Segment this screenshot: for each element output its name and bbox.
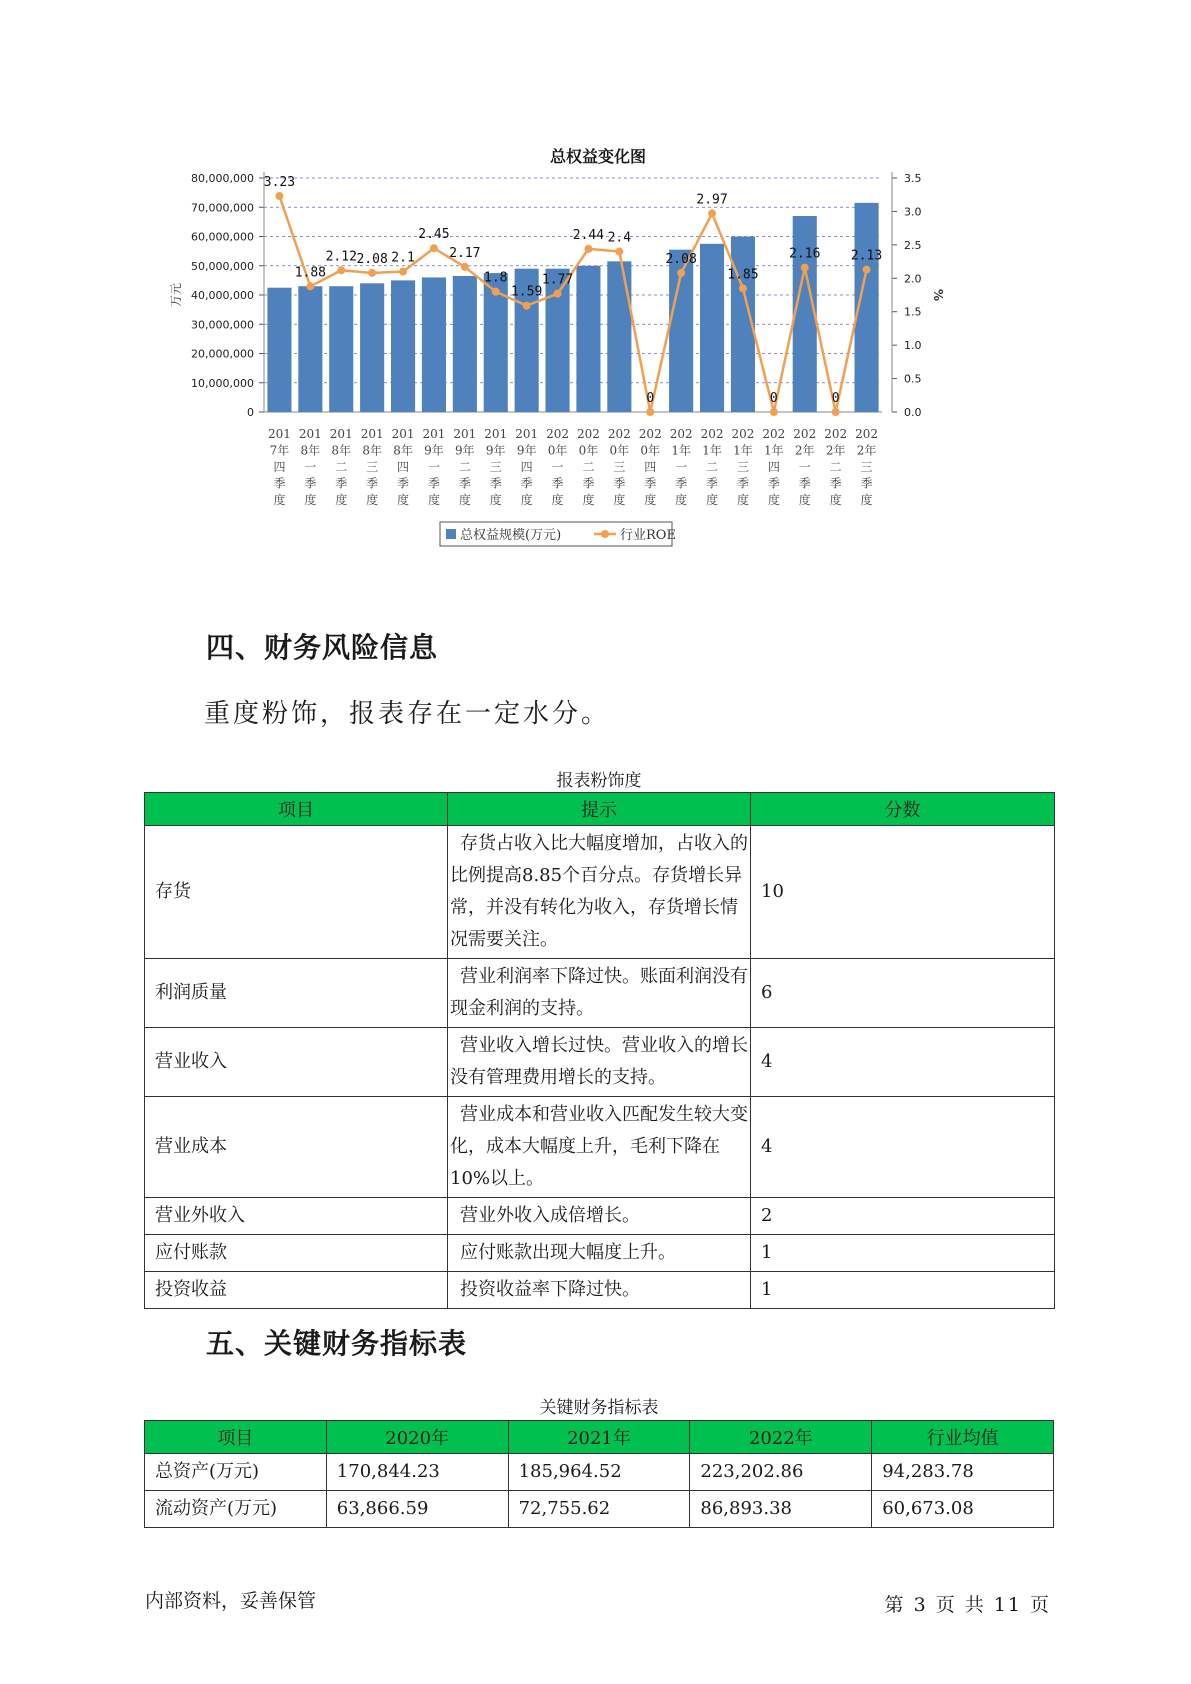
legend-swatch-dot: [601, 530, 609, 538]
roe-point: [554, 290, 562, 298]
y2-tick-label: 1.0: [904, 339, 922, 353]
metrics-header-cell: 2020年: [326, 1421, 508, 1454]
x-tick-label: 0年: [547, 443, 568, 458]
metrics-header-cell: 项目: [145, 1421, 327, 1454]
footer-page-number: 第 3 页 共 11 页: [884, 1594, 1051, 1616]
x-tick-label: 四: [520, 460, 533, 474]
x-tick-label: 季: [335, 476, 348, 491]
x-tick-label: 二: [335, 460, 348, 474]
roe-point: [708, 209, 716, 217]
x-tick-label: 9年: [485, 443, 506, 458]
x-tick-label: 度: [706, 493, 719, 507]
risk-table: [144, 792, 1055, 1309]
risk-hint-cell: 存货占收入比大幅度增加，占收入的比例提高8.85个百分点。存货增长异常，并没有转化为收入，存货增长情况需要关注。: [448, 826, 751, 959]
x-tick-label: 度: [458, 493, 471, 507]
roe-point: [770, 408, 778, 416]
metrics-value-cell: 72,755.62: [508, 1491, 690, 1528]
x-tick-label: 202: [855, 427, 879, 441]
roe-data-label: 1.88: [294, 265, 327, 281]
metrics-value-cell: 185,964.52: [508, 1454, 690, 1491]
metrics-table: [144, 1420, 1054, 1528]
equity-bar: [453, 276, 477, 412]
x-tick-label: 季: [458, 476, 471, 491]
x-tick-label: 度: [427, 493, 440, 507]
roe-point: [832, 408, 840, 416]
x-tick-label: 季: [366, 476, 379, 491]
x-tick-label: 8年: [300, 443, 321, 458]
y2-tick-label: 1.5: [904, 305, 922, 319]
metrics-value-cell: 86,893.38: [690, 1491, 872, 1528]
risk-item-cell: 投资收益: [145, 1272, 448, 1309]
x-tick-label: 季: [675, 476, 688, 491]
x-tick-label: 8年: [393, 443, 413, 458]
x-tick-label: 度: [304, 493, 317, 507]
x-tick-label: 度: [520, 493, 533, 507]
roe-point: [584, 245, 592, 253]
x-tick-label: 202: [607, 427, 631, 441]
x-tick-label: 度: [675, 493, 688, 507]
y-tick-label: 50,000,000: [191, 259, 254, 273]
roe-point: [275, 192, 283, 200]
risk-table-row: [145, 1198, 1055, 1235]
roe-point: [615, 248, 623, 256]
roe-point: [523, 302, 531, 310]
risk-item-cell: 利润质量: [145, 959, 448, 1028]
risk-heading: 四、财务风险信息: [206, 631, 439, 664]
chart-title: 总权益变化图: [549, 147, 646, 166]
metrics-header-cell: 2021年: [508, 1421, 690, 1454]
equity-bar: [607, 261, 631, 412]
x-tick-label: 季: [520, 476, 533, 491]
x-tick-label: 201: [267, 427, 291, 441]
equity-bar: [391, 280, 415, 412]
x-tick-label: 201: [422, 427, 446, 441]
roe-data-label: 0: [769, 391, 778, 406]
equity-bar: [298, 286, 322, 412]
equity-bar: [360, 283, 384, 412]
x-tick-label: 二: [582, 460, 595, 474]
risk-table-row: [145, 959, 1055, 1028]
x-tick-label: 季: [829, 476, 842, 491]
x-tick-label: 三: [489, 460, 502, 474]
metrics-header-cell: 2022年: [690, 1421, 872, 1454]
x-tick-label: 0年: [609, 443, 630, 458]
roe-point: [306, 282, 314, 290]
chart-svg: [168, 140, 1028, 600]
legend-label-bar: 总权益规模(万元): [460, 528, 562, 543]
y-tick-label: 70,000,000: [191, 201, 254, 215]
x-tick-label: 度: [860, 493, 873, 507]
x-tick-label: 度: [582, 493, 595, 507]
metrics-value-cell: 94,283.78: [872, 1454, 1054, 1491]
roe-data-label: 0: [646, 391, 655, 406]
x-tick-label: 季: [706, 476, 719, 491]
x-tick-label: 一: [427, 460, 440, 474]
x-tick-label: 202: [546, 427, 570, 441]
x-tick-label: 四: [644, 460, 657, 474]
x-tick-label: 202: [824, 427, 848, 441]
roe-data-label: 1.77: [541, 272, 574, 288]
x-tick-label: 度: [829, 493, 842, 507]
risk-table-row: [145, 1097, 1055, 1198]
risk-score-cell: 10: [751, 826, 1055, 959]
metrics-table-row: [145, 1454, 1054, 1491]
x-tick-label: 201: [484, 427, 508, 441]
risk-item-cell: 营业收入: [145, 1028, 448, 1097]
risk-item-cell: 存货: [145, 826, 448, 959]
x-tick-label: 度: [551, 493, 564, 507]
metrics-value-cell: 223,202.86: [690, 1454, 872, 1491]
risk-hint-cell: 应付账款出现大幅度上升。: [448, 1235, 751, 1272]
x-tick-label: 三: [736, 460, 749, 474]
roe-data-label: 2.12: [325, 249, 357, 265]
x-tick-label: 季: [304, 476, 317, 491]
x-tick-label: 二: [458, 460, 471, 474]
x-tick-label: 度: [644, 493, 657, 507]
x-tick-label: 四: [767, 460, 780, 474]
equity-bar: [267, 288, 291, 412]
y-tick-label: 20,000,000: [191, 347, 254, 361]
x-tick-label: 度: [798, 493, 811, 507]
x-tick-label: 四: [397, 460, 410, 474]
y-tick-label: 0: [247, 406, 254, 419]
risk-summary: 重度粉饰，报表存在一定水分。: [204, 699, 611, 729]
x-tick-label: 9年: [455, 443, 475, 458]
risk-score-cell: 1: [751, 1272, 1055, 1309]
x-tick-label: 季: [489, 476, 502, 491]
y-tick-label: 40,000,000: [191, 289, 254, 302]
equity-bar: [700, 244, 724, 412]
equity-chart: [168, 140, 1028, 600]
x-tick-label: 201: [298, 427, 322, 441]
x-tick-label: 季: [582, 476, 595, 491]
y2-tick-label: 2.5: [904, 238, 922, 252]
metrics-value-cell: 60,673.08: [872, 1491, 1054, 1528]
x-tick-label: 1年: [671, 443, 691, 458]
x-tick-label: 8年: [331, 443, 352, 458]
roe-data-label: 2.17: [449, 245, 481, 261]
risk-score-cell: 4: [751, 1097, 1055, 1198]
x-tick-label: 9年: [424, 443, 444, 458]
equity-bar: [422, 277, 446, 412]
roe-point: [337, 266, 345, 274]
risk-score-cell: 2: [751, 1198, 1055, 1235]
x-tick-label: 三: [860, 460, 873, 474]
equity-bar: [329, 286, 353, 412]
roe-data-label: 1.85: [727, 267, 759, 283]
x-tick-label: 1年: [702, 443, 722, 458]
equity-bar: [793, 216, 817, 412]
x-tick-label: 一: [551, 460, 564, 474]
x-tick-label: 2年: [825, 443, 846, 458]
legend-swatch-bar: [446, 529, 456, 539]
x-tick-label: 度: [767, 493, 780, 507]
y2-tick-label: 2.0: [904, 272, 922, 286]
x-tick-label: 一: [304, 460, 317, 474]
y-tick-label: 10,000,000: [191, 376, 254, 390]
risk-item-cell: 营业外收入: [145, 1198, 448, 1235]
x-tick-label: 一: [675, 460, 688, 474]
roe-data-label: 2.4: [607, 230, 632, 246]
risk-table-row: [145, 1272, 1055, 1309]
y-tick-label: 80,000,000: [191, 172, 254, 185]
y2-tick-label: 0.0: [904, 406, 922, 419]
x-tick-label: 0年: [640, 443, 661, 458]
x-tick-label: 季: [613, 476, 626, 491]
footer-confidential: 内部资料，妥善保管: [145, 1590, 317, 1612]
x-tick-label: 201: [391, 427, 415, 441]
x-tick-label: 季: [644, 476, 657, 491]
header-hint: 提示: [448, 793, 751, 826]
risk-hint-cell: 营业成本和营业收入匹配发生较大变化，成本大幅度上升，毛利下降在10%以上。: [448, 1097, 751, 1198]
x-tick-label: 度: [366, 493, 379, 507]
legend-label-line: 行业ROE: [620, 528, 676, 543]
x-tick-label: 9年: [516, 443, 537, 458]
metrics-table-header: [145, 1421, 1054, 1454]
roe-point: [646, 408, 654, 416]
x-tick-label: 202: [793, 427, 817, 441]
header-item: 项目: [145, 793, 448, 826]
roe-data-label: 2.44: [572, 227, 605, 243]
x-tick-label: 季: [273, 476, 286, 491]
x-tick-label: 季: [736, 476, 749, 491]
risk-score-cell: 6: [751, 959, 1055, 1028]
x-tick-label: 度: [273, 493, 286, 507]
x-tick-label: 二: [829, 460, 842, 474]
x-tick-label: 度: [613, 493, 626, 507]
x-tick-label: 202: [576, 427, 600, 441]
roe-point: [399, 268, 407, 276]
x-tick-label: 季: [397, 476, 410, 491]
x-tick-label: 季: [551, 476, 564, 491]
x-tick-label: 季: [767, 476, 780, 491]
x-tick-label: 度: [335, 493, 348, 507]
x-tick-label: 季: [798, 476, 811, 491]
x-tick-label: 三: [613, 460, 626, 474]
risk-table-header: [145, 793, 1055, 826]
x-tick-label: 一: [798, 460, 811, 474]
x-tick-label: 202: [700, 427, 724, 441]
metrics-table-row: [145, 1491, 1054, 1528]
roe-data-label: 3.23: [263, 175, 296, 191]
metrics-item-cell: 总资产(万元): [145, 1454, 327, 1491]
roe-data-label: 2.08: [356, 251, 388, 267]
roe-point: [430, 244, 438, 252]
risk-score-cell: 4: [751, 1028, 1055, 1097]
roe-data-label: 2.16: [789, 246, 821, 262]
metrics-header-cell: 行业均值: [872, 1421, 1054, 1454]
metrics-value-cell: 63,866.59: [326, 1491, 508, 1528]
risk-item-cell: 营业成本: [145, 1097, 448, 1198]
roe-data-label: 1.8: [484, 270, 508, 286]
metrics-item-cell: 流动资产(万元): [145, 1491, 327, 1528]
x-tick-label: 202: [731, 427, 755, 441]
roe-point: [739, 284, 747, 292]
x-tick-label: 2年: [856, 443, 877, 458]
roe-data-label: 0: [831, 391, 840, 406]
risk-item-cell: 应付账款: [145, 1235, 448, 1272]
y-tick-label: 30,000,000: [191, 318, 254, 332]
header-score: 分数: [751, 793, 1055, 826]
roe-point: [863, 266, 871, 274]
roe-data-label: 1.59: [510, 284, 543, 300]
x-tick-label: 二: [706, 460, 719, 474]
roe-point: [368, 269, 376, 277]
risk-hint-cell: 投资收益率下降过快。: [448, 1272, 751, 1309]
y2-tick-label: 3.0: [904, 205, 922, 219]
roe-point: [677, 269, 685, 277]
x-tick-label: 8年: [362, 443, 382, 458]
metrics-value-cell: 170,844.23: [326, 1454, 508, 1491]
y2-tick-label: 0.5: [904, 372, 922, 386]
risk-score-cell: 1: [751, 1235, 1055, 1272]
x-tick-label: 2年: [794, 443, 815, 458]
risk-table-caption: 报表粉饰度: [556, 771, 642, 791]
x-tick-label: 四: [273, 460, 286, 474]
x-tick-label: 0年: [578, 443, 599, 458]
risk-hint-cell: 营业收入增长过快。营业收入的增长没有管理费用增长的支持。: [448, 1028, 751, 1097]
x-tick-label: 1年: [733, 443, 753, 458]
roe-point: [461, 263, 469, 271]
roe-point: [801, 264, 809, 272]
x-tick-label: 三: [366, 460, 379, 474]
x-tick-label: 7年: [269, 443, 290, 458]
y-tick-label: 60,000,000: [191, 230, 254, 244]
metrics-table-caption: 关键财务指标表: [539, 1398, 659, 1418]
x-tick-label: 1年: [764, 443, 784, 458]
roe-data-label: 2.97: [696, 192, 728, 208]
roe-point: [492, 288, 500, 296]
roe-data-label: 2.08: [665, 251, 697, 267]
risk-table-row: [145, 826, 1055, 959]
risk-table-row: [145, 1235, 1055, 1272]
risk-hint-cell: 营业外收入成倍增长。: [448, 1198, 751, 1235]
roe-data-label: 2.13: [850, 248, 883, 264]
x-tick-label: 202: [638, 427, 662, 441]
y-axis-label-right: %: [931, 288, 945, 302]
y2-tick-label: 3.5: [904, 172, 922, 185]
risk-hint-cell: 营业利润率下降过快。账面利润没有现金利润的支持。: [448, 959, 751, 1028]
x-tick-label: 201: [515, 427, 539, 441]
x-tick-label: 季: [860, 476, 873, 491]
x-tick-label: 度: [489, 493, 502, 507]
y-axis-label-left: 万元: [169, 282, 183, 308]
x-tick-label: 201: [360, 427, 384, 441]
x-tick-label: 季: [427, 476, 440, 491]
x-tick-label: 201: [329, 427, 353, 441]
x-tick-label: 202: [669, 427, 693, 441]
x-tick-label: 202: [762, 427, 786, 441]
x-tick-label: 度: [397, 493, 410, 507]
roe-data-label: 2.1: [391, 250, 415, 266]
risk-table-row: [145, 1028, 1055, 1097]
equity-bar: [576, 266, 600, 412]
roe-data-label: 2.45: [418, 227, 450, 243]
x-tick-label: 201: [453, 427, 477, 441]
x-tick-label: 度: [736, 493, 749, 507]
metrics-heading: 五、关键财务指标表: [206, 1327, 468, 1360]
